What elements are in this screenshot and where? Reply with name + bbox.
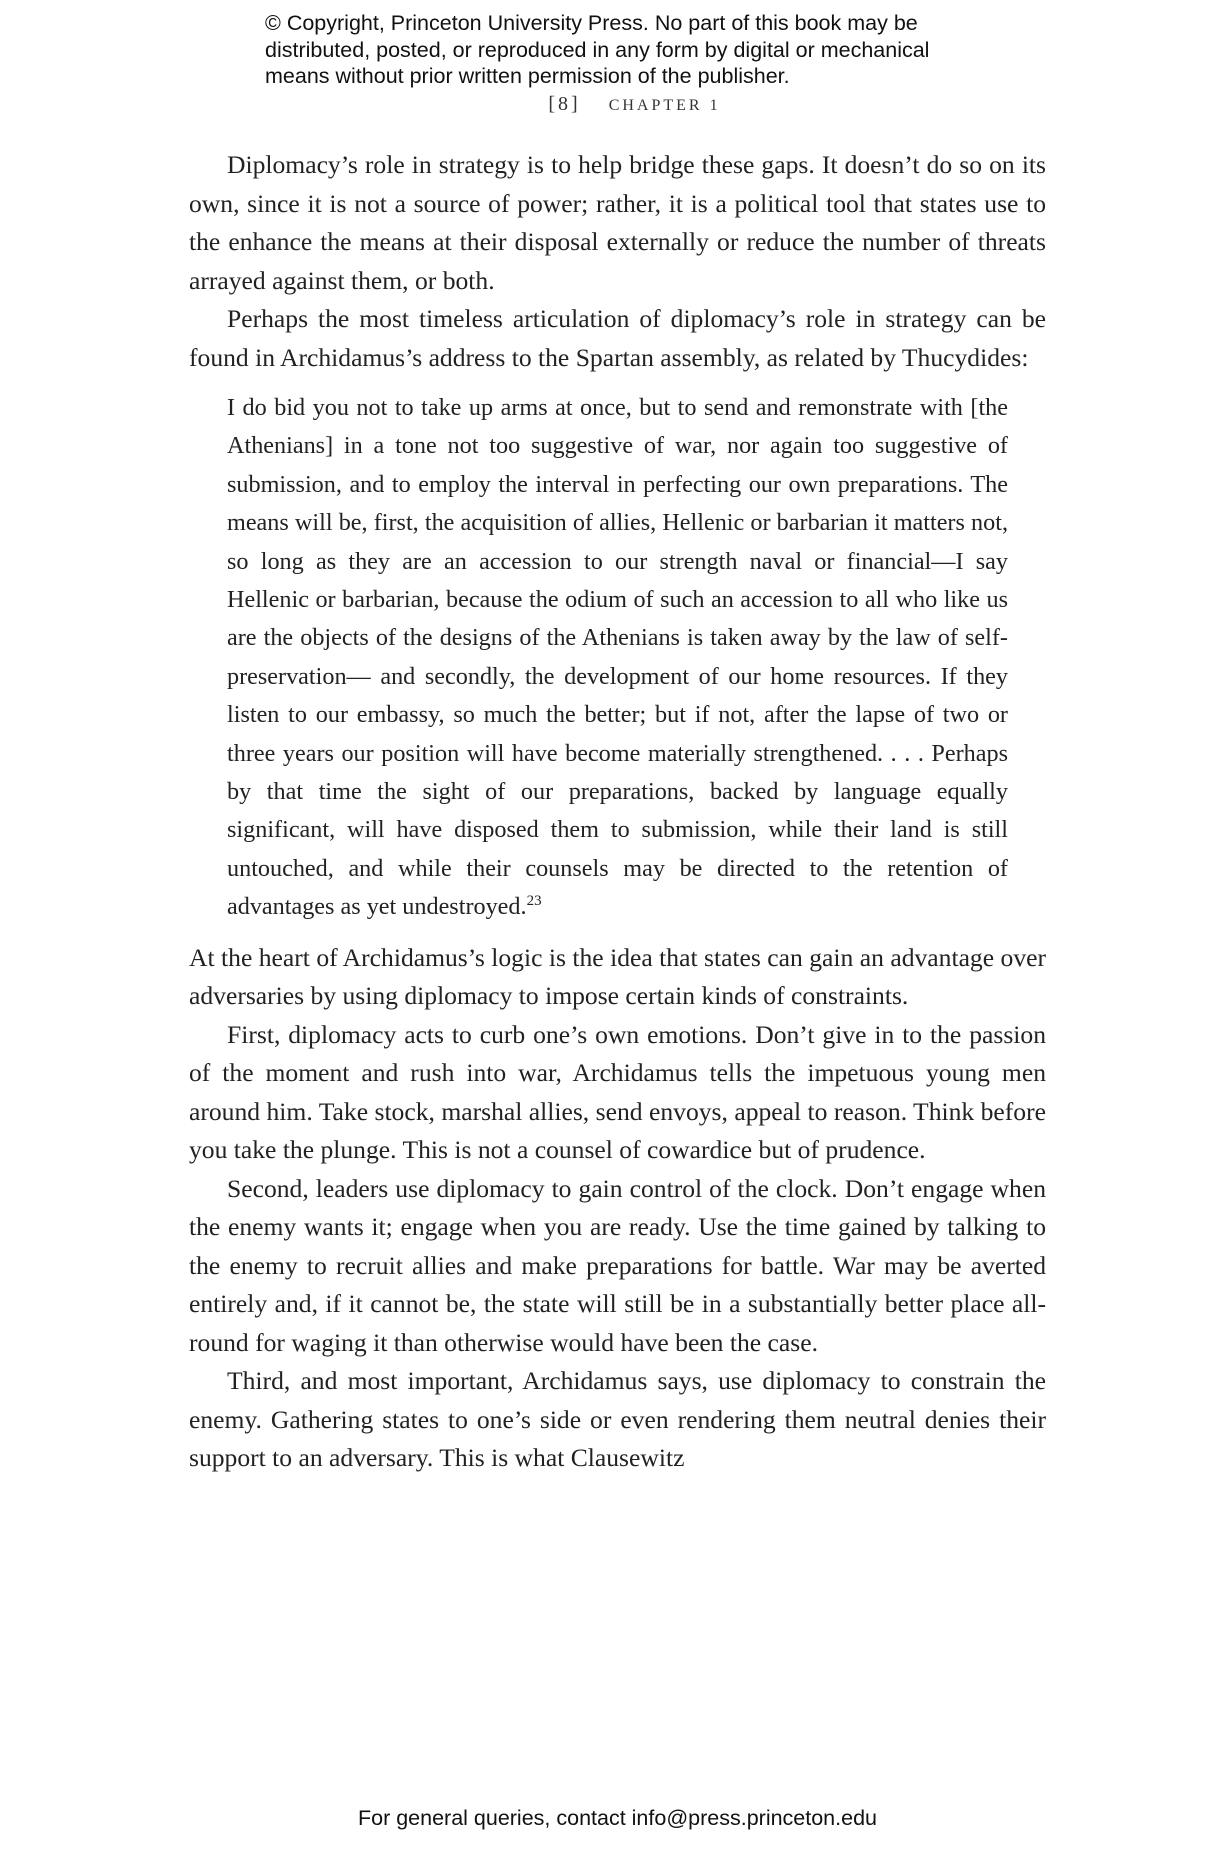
running-head	[0, 93, 1225, 116]
copyright-line: © Copyright, Princeton University Press. No part of this book may be	[265, 11, 918, 35]
paragraph: Perhaps the most timeless articulation of diplomacy’s role in strategy can be found in Archidamus’s address to the Spartan assembly, as related by Thucydides:	[189, 304, 1046, 372]
paragraph: Second, leaders use diplomacy to gain control of the clock. Don’t engage when the enemy wants it; engage when you are ready. Use the time gained by talking to the enemy to recruit allies and make preparations for battle. War may be averted entirely and, if it cannot be, the state will still be in a substantially better place all-round for waging it than otherwise would have been the case.	[189, 1173, 1046, 1357]
paragraph: Diplomacy’s role in strategy is to help bridge these gaps. It doesn’t do so on its own, since it is not a source of power; rather, it is a political tool that states use to the enhance the means at their disposal externally or reduce the number of threats arrayed against them, or both.	[189, 150, 1046, 295]
footer-contact: For general queries, contact info@press.princeton.edu	[357, 1806, 877, 1830]
page-number: [8]	[548, 93, 581, 115]
paragraph: At the heart of Archidamus’s logic is the idea that states can gain an advantage over adversaries by using diplomacy to impose certain kinds of constraints.	[189, 942, 1046, 1011]
copyright-notice	[265, 10, 965, 90]
copyright-line: distributed, posted, or reproduced in any form by digital or mechanical	[265, 37, 930, 62]
block-quote	[227, 389, 1008, 927]
paragraph: Third, and most important, Archidamus says, use diplomacy to constrain the enemy. Gathering states to one’s side or even rendering them neutral denies their support to an adversary. This is what Clausewitz	[189, 1366, 1046, 1473]
chapter-label: CHAPTER 1	[608, 97, 721, 114]
quote-text: I do bid you not to take up arms at once, but to send and remonstrate with [the Athenians] in a tone not too suggestive of war, nor again too suggestive of submission, and to employ the interval in perfecting our own preparations. The means will be, first, the acquisition of allies, Hellenic or barbarian it matters not, so long as they are an accession to our strength naval or financial—I say Hellenic or barbarian, because the odium of such an accession to all who like us are the objects of the designs of the Athenians is taken away by the law of self-preservation— and secondly, the development of our home resources. If they listen to our embassy, so much the better; but if not, after the lapse of two or three years our position will have become materially strengthened. . . . Perhaps by that time the sight of our preparations, backed by language equally significant, will have disposed them to submission, while their land is still untouched, and while their counsels may be directed to the retention of advantages as yet undestroyed.	[227, 394, 1008, 921]
copyright-line: means without prior written permission of the publisher.	[265, 64, 790, 88]
body-text	[189, 146, 1046, 1478]
footnote-marker: 23	[526, 893, 542, 910]
paragraph: First, diplomacy acts to curb one’s own emotions. Don’t give in to the passion of the moment and rush into war, Archidamus tells the impetuous young men around him. Take stock, marshal allies, send envoys, appeal to reason. Think before you take the plunge. This is not a counsel of cowardice but of prudence.	[189, 1019, 1046, 1165]
